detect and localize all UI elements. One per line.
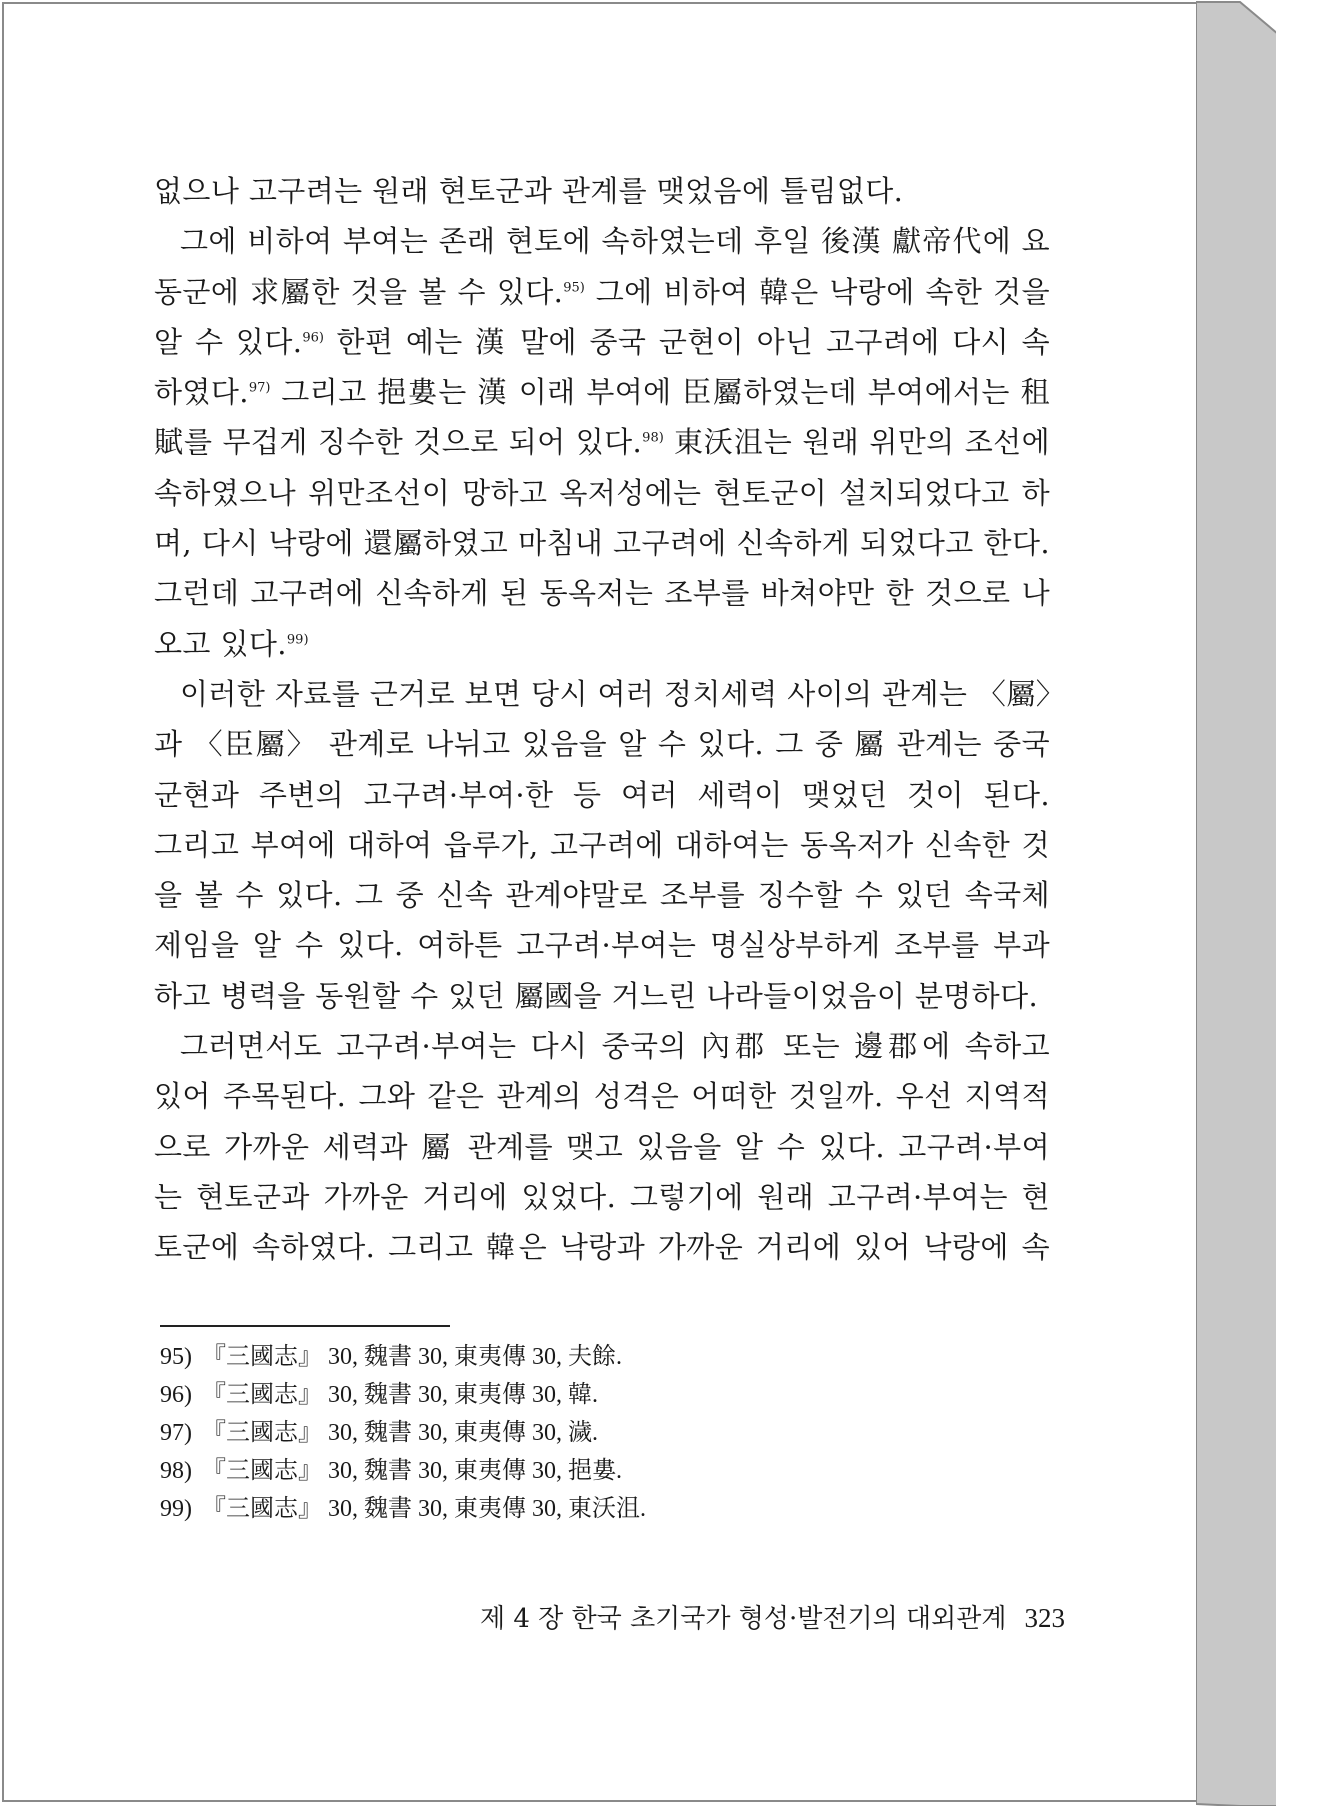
footnote-number: 96) bbox=[160, 1382, 192, 1408]
line-text: 없으나 고구려는 원래 현토군과 관계를 맺었음에 틀림없다. bbox=[154, 174, 904, 208]
paragraph bbox=[154, 166, 1050, 216]
chapter-title: 제 4 장 한국 초기국가 형성·발전기의 대외관계 bbox=[480, 1604, 1007, 1634]
line-text: 賦를 무겁게 징수한 것으로 되어 있다. bbox=[154, 425, 643, 460]
footnote-number: 95) bbox=[160, 1344, 192, 1370]
text-line bbox=[154, 267, 1050, 317]
line-text: 있어 주목된다. 그와 같은 관계의 성격은 어떠한 것일까. 우선 지역적 bbox=[154, 1079, 1050, 1114]
text-line bbox=[154, 166, 1050, 216]
line-text: 한편 예는 漢 말에 중국 군현이 아닌 고구려에 다시 속 bbox=[323, 324, 1050, 359]
text-line bbox=[154, 367, 1050, 417]
text-line bbox=[154, 1122, 1050, 1172]
paragraph bbox=[154, 216, 1050, 669]
footnote-text: 『三國志』 30, 魏書 30, 東夷傳 30, 濊. bbox=[202, 1420, 598, 1446]
text-line bbox=[154, 1021, 1050, 1071]
line-text: 그에 비하여 부여는 존래 현토에 속하였는데 후일 後漢 獻帝代에 요 bbox=[180, 224, 1050, 259]
paragraph bbox=[154, 1021, 1050, 1272]
running-head bbox=[480, 1598, 1065, 1638]
text-line bbox=[154, 870, 1050, 920]
footnote-text: 『三國志』 30, 魏書 30, 東夷傳 30, 夫餘. bbox=[202, 1344, 622, 1370]
line-text: 이러한 자료를 근거로 보면 당시 여러 정치세력 사이의 관계는 〈屬〉 bbox=[180, 676, 1066, 711]
line-text: 그리고 부여에 대하여 읍루가, 고구려에 대하여는 동옥저가 신속한 것 bbox=[154, 827, 1050, 862]
line-text: 으로 가까운 세력과 屬 관계를 맺고 있음을 알 수 있다. 고구려·부여 bbox=[154, 1129, 1050, 1164]
footnote-number: 98) bbox=[160, 1458, 192, 1484]
text-line bbox=[154, 770, 1050, 820]
line-text: 토군에 속하였다. 그리고 韓은 낙랑과 가까운 거리에 있어 낙랑에 속 bbox=[154, 1230, 1050, 1265]
line-text: 과 〈臣屬〉 관계로 나뉘고 있음을 알 수 있다. 그 중 屬 관계는 중국 bbox=[154, 727, 1050, 762]
line-text: 속하였으나 위만조선이 망하고 옥저성에는 현토군이 설치되었다고 하 bbox=[154, 475, 1050, 510]
footnote-reference[interactable]: 97) bbox=[248, 380, 271, 396]
footnote-text: 『三國志』 30, 魏書 30, 東夷傳 30, 挹婁. bbox=[202, 1458, 622, 1484]
text-line bbox=[154, 820, 1050, 870]
text-line bbox=[154, 920, 1050, 970]
line-text: 하였다. bbox=[154, 375, 249, 410]
footnotes bbox=[160, 1338, 860, 1528]
line-text: 그러면서도 고구려·부여는 다시 중국의 內郡 또는 邊郡에 속하고 bbox=[180, 1029, 1050, 1064]
page-number: 323 bbox=[1024, 1603, 1065, 1633]
footnote bbox=[160, 1338, 860, 1376]
line-text: 그런데 고구려에 신속하게 된 동옥저는 조부를 바쳐야만 한 것으로 나 bbox=[154, 576, 1050, 611]
text-line bbox=[154, 317, 1050, 367]
text-line bbox=[154, 468, 1050, 518]
footnote-reference[interactable]: 99) bbox=[286, 632, 309, 648]
footnote-rule bbox=[160, 1325, 450, 1327]
line-text: 하고 병력을 동원할 수 있던 屬國을 거느린 나라들이었음이 분명하다. bbox=[154, 978, 1039, 1013]
line-text: 며, 다시 낙랑에 還屬하였고 마침내 고구려에 신속하게 되었다고 한다. bbox=[154, 526, 1050, 561]
footnote-reference[interactable]: 96) bbox=[302, 330, 324, 346]
line-text: 오고 있다. bbox=[154, 626, 287, 661]
line-text: 제임을 알 수 있다. 여하튼 고구려·부여는 명실상부하게 조부를 부과 bbox=[154, 928, 1050, 963]
line-text: 동군에 求屬한 것을 볼 수 있다. bbox=[154, 274, 564, 309]
footnote bbox=[160, 1452, 860, 1490]
line-text: 그에 비하여 韓은 낙랑에 속한 것을 bbox=[584, 274, 1050, 309]
text-line bbox=[154, 971, 1050, 1021]
footnote-reference[interactable]: 95) bbox=[563, 279, 585, 295]
text-line bbox=[154, 1071, 1050, 1121]
line-text: 알 수 있다. bbox=[154, 324, 303, 359]
book-edge bbox=[1196, 0, 1276, 1806]
text-line bbox=[154, 1222, 1050, 1272]
footnote bbox=[160, 1490, 860, 1528]
text-line bbox=[154, 518, 1050, 568]
line-text: 東沃沮는 원래 위만의 조선에 bbox=[663, 425, 1050, 460]
line-text: 는 현토군과 가까운 거리에 있었다. 그렇기에 원래 고구려·부여는 현 bbox=[154, 1179, 1050, 1214]
text-line bbox=[154, 719, 1050, 769]
footnote bbox=[160, 1414, 860, 1452]
text-line bbox=[154, 216, 1050, 266]
body-text bbox=[154, 166, 1066, 1273]
text-line bbox=[154, 1172, 1050, 1222]
paragraph bbox=[154, 669, 1066, 1021]
footnote-reference[interactable]: 98) bbox=[642, 430, 664, 446]
footnote-number: 99) bbox=[160, 1496, 192, 1522]
footnote-text: 『三國志』 30, 魏書 30, 東夷傳 30, 東沃沮. bbox=[202, 1496, 646, 1522]
footnote-number: 97) bbox=[160, 1420, 192, 1446]
line-text: 그리고 挹婁는 漢 이래 부여에 臣屬하였는데 부여에서는 租 bbox=[270, 375, 1050, 410]
text-line bbox=[154, 417, 1050, 467]
line-text: 군현과 주변의 고구려·부여·한 등 여러 세력이 맺었던 것이 된다. bbox=[154, 777, 1050, 812]
text-line bbox=[154, 619, 1050, 669]
footnote bbox=[160, 1376, 860, 1414]
text-line bbox=[154, 669, 1066, 719]
text-line bbox=[154, 568, 1050, 618]
footnote-text: 『三國志』 30, 魏書 30, 東夷傳 30, 韓. bbox=[202, 1382, 598, 1408]
line-text: 을 볼 수 있다. 그 중 신속 관계야말로 조부를 징수할 수 있던 속국체 bbox=[154, 878, 1050, 913]
